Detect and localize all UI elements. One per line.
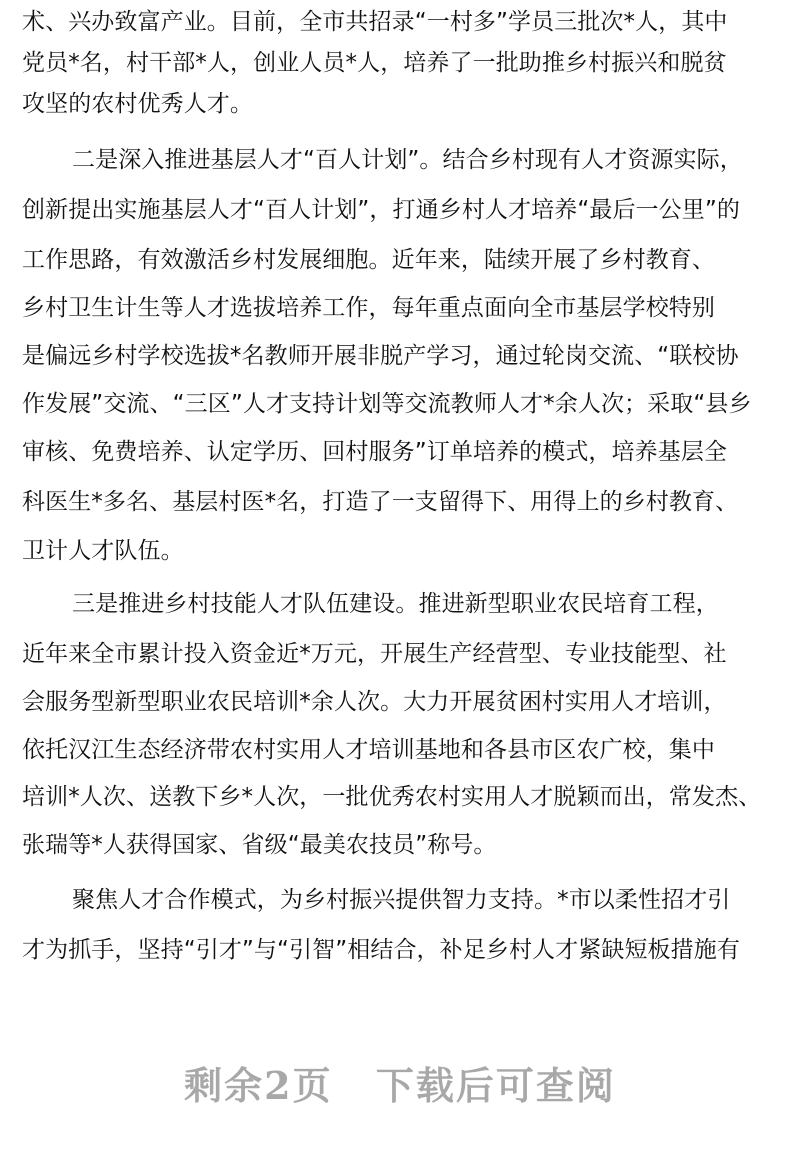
text-line: 才为抓手，坚持“引才”与“引智”相结合，补足乡村人才紧缺短板措施有 xyxy=(22,937,740,963)
text-line: 培训*人次、送教下乡*人次，一批优秀农村实用人才脱颖而出，常发杰、 xyxy=(22,784,762,810)
text-line: 作发展”交流、“三区”人才支持计划等交流教师人才*余人次；采取“县乡 xyxy=(22,391,752,417)
text-line: 张瑞等*人获得国家、省级“最美农技员”称号。 xyxy=(22,832,497,858)
text-line: 术、兴办致富产业。目前，全市共招录“一村多”学员三批次*人，其中 xyxy=(22,9,728,35)
text-line: 党员*名，村干部*人，创业人员*人，培养了一批助推乡村振兴和脱贫 xyxy=(22,50,727,76)
text-line: 卫计人才队伍。 xyxy=(22,538,184,564)
text-line: 乡村卫生计生等人才选拔培养工作，每年重点面向全市基层学校特别 xyxy=(22,295,715,321)
text-line: 创新提出实施基层人才“百人计划”，打通乡村人才培养“最后一公里”的 xyxy=(22,197,740,223)
text-line: 攻坚的农村优秀人才。 xyxy=(22,91,253,117)
remaining-pages-banner: 剩余2页 下载后可查阅 xyxy=(184,1063,616,1108)
text-line: 科医生*多名、基层村医*名，打造了一支留得下、用得上的乡村教育、 xyxy=(22,489,739,515)
text-line: 聚焦人才合作模式，为乡村振兴提供智力支持。*市以柔性招才引 xyxy=(72,887,731,913)
text-line: 工作思路，有效激活乡村发展细胞。近年来，陆续开展了乡村教育、 xyxy=(22,247,715,273)
text-line: 近年来全市累计投入资金近*万元，开展生产经营型、专业技能型、社 xyxy=(22,641,727,667)
text-line: 审核、免费培养、认定学历、回村服务”订单培养的模式，培养基层全 xyxy=(22,439,728,465)
text-line: 二是深入推进基层人才“百人计划”。结合乡村现有人才资源实际， xyxy=(72,147,743,173)
text-line: 三是推进乡村技能人才队伍建设。推进新型职业农民培育工程， xyxy=(72,591,719,617)
text-line: 会服务型新型职业农民培训*余人次。大力开展贫困村实用人才培训， xyxy=(22,689,727,715)
text-line: 依托汉江生态经济带农村实用人才培训基地和各县市区农广校，集中 xyxy=(22,737,715,763)
text-line: 是偏远乡村学校选拔*名教师开展非脱产学习，通过轮岗交流、“联校协 xyxy=(22,343,739,369)
